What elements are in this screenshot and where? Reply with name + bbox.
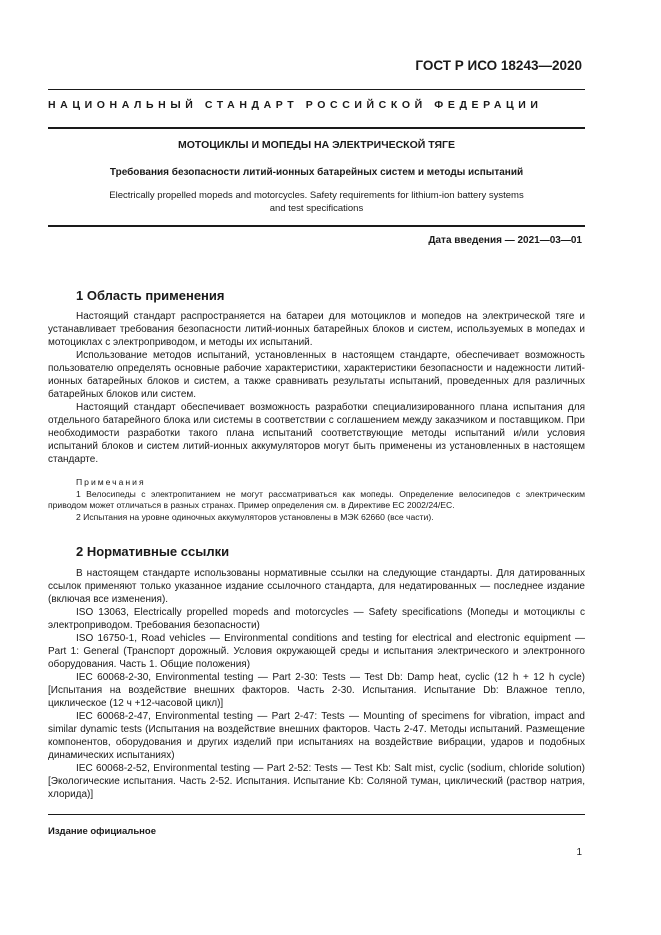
page-number: 1 [576, 847, 582, 858]
section-1-heading: 1 Область применения [76, 288, 225, 303]
paragraph: Настоящий стандарт обеспечивает возможность разработки специализированного плана испытания для отдельного батарейного блока или системы в соответствии с соглашением между заказчиком и поставщиком. При необходимости разработки такого плана испытаний соответствующие методы испытаний и/или условия испытаний блоков и систем литий-ионных аккумуляторов могут быть применены из установленных в настоящем стандарте. [48, 402, 585, 465]
title-rule [48, 225, 585, 227]
paragraph: Настоящий стандарт распространяется на батареи для мотоциклов и мопедов на электрической тяге и устанавливает требования безопасности литий-ионных батарейных блоков и систем, используемых в мопедах и мотоциклах с электроприводом, и методы их испытаний. [48, 311, 585, 348]
reference-item: IEC 60068-2-30, Environmental testing — Part 2-30: Tests — Test Db: Damp heat, cyclic (12 h + 12 h cycle) [Испытания на воздействие внешних факторов. Часть 2-30. Испытания. Испытание Db: Влажное тепло, циклическое (12 ч +12-часовой цикл)] [48, 672, 585, 709]
standard-code: ГОСТ Р ИСО 18243—2020 [415, 58, 582, 73]
banner-rule [48, 127, 585, 129]
note: 1 Велосипеды с электропитанием не могут рассматриваться как мопеды. Определение велосипедов с электрическим приводом может отличаться в разных странах. Пример определения см. в Директиве ЕС 2002/24/ЕС. [48, 488, 585, 510]
reference-item: IEC 60068-2-52, Environmental testing — Part 2-52: Tests — Test Kb: Salt mist, cyclic (sodium, chloride solution) [Экологические испытания. Часть 2-52. Испытания. Испытание Kb: Соляной туман, циклический (раствор натрия, хлорида)] [48, 763, 585, 800]
section-1-body [48, 310, 585, 466]
note: 2 Испытания на уровне одиночных аккумуляторов установлены в МЭК 62660 (все части). [76, 511, 434, 522]
top-rule [48, 89, 585, 90]
english-title-line-1: Electrically propelled mopeds and motorcycles. Safety requirements for lithium-ion battery systems [109, 190, 524, 201]
section-2-body [48, 567, 585, 801]
document-title: МОТОЦИКЛЫ И МОПЕДЫ НА ЭЛЕКТРИЧЕСКОЙ ТЯГЕ [178, 139, 455, 151]
english-title [48, 189, 585, 215]
paragraph: В настоящем стандарте использованы нормативные ссылки на следующие стандарты. Для датированных ссылок применяют только указанное издание ссылочного стандарта, для недатированных — последнее издание (включая все изменения). [48, 568, 585, 605]
english-title-line-2: and test specifications [269, 203, 364, 214]
reference-item: ISO 13063, Electrically propelled mopeds and motorcycles — Safety specifications (Мопеды и мотоциклы с электроприводом. Требования безопасности) [48, 607, 585, 631]
introduction-date: Дата введения — 2021—03—01 [428, 235, 582, 246]
reference-item: ISO 16750-1, Road vehicles — Environmental conditions and testing for electrical and electronic equipment — Part 1: General (Транспорт дорожный. Условия окружающей среды и испытания электрического и электронного оборудования. Часть 1. Общие положения) [48, 633, 585, 670]
national-standard-banner: НАЦИОНАЛЬНЫЙ СТАНДАРТ РОССИЙСКОЙ ФЕДЕРАЦИИ [48, 99, 543, 111]
official-edition-label: Издание официальное [48, 826, 156, 837]
reference-item: IEC 60068-2-47, Environmental testing — Part 2-47: Tests — Mounting of specimens for vibration, impact and similar dynamic tests (Испытания на воздействие внешних факторов. Часть 2-47. Методы испытаний. Размещение компонентов, оборудования и других изделий при испытаниях на воздействие вибрации, ударов и подобных динамических испытаниях) [48, 711, 585, 761]
paragraph: Использование методов испытаний, установленных в настоящем стандарте, обеспечивает возможность пользователю определять основные рабочие характеристики, характеристики безопасности и надежности литий-ионных батарейных блоков и систем, а также сравнивать результаты испытаний, проведенных для различных батарейных блоков или систем. [48, 350, 585, 400]
section-1-notes [48, 477, 585, 523]
section-2-heading: 2 Нормативные ссылки [76, 544, 230, 559]
notes-heading: Примечания [76, 477, 146, 487]
document-subtitle: Требования безопасности литий-ионных батарейных систем и методы испытаний [109, 167, 524, 178]
footer-rule [48, 814, 585, 815]
